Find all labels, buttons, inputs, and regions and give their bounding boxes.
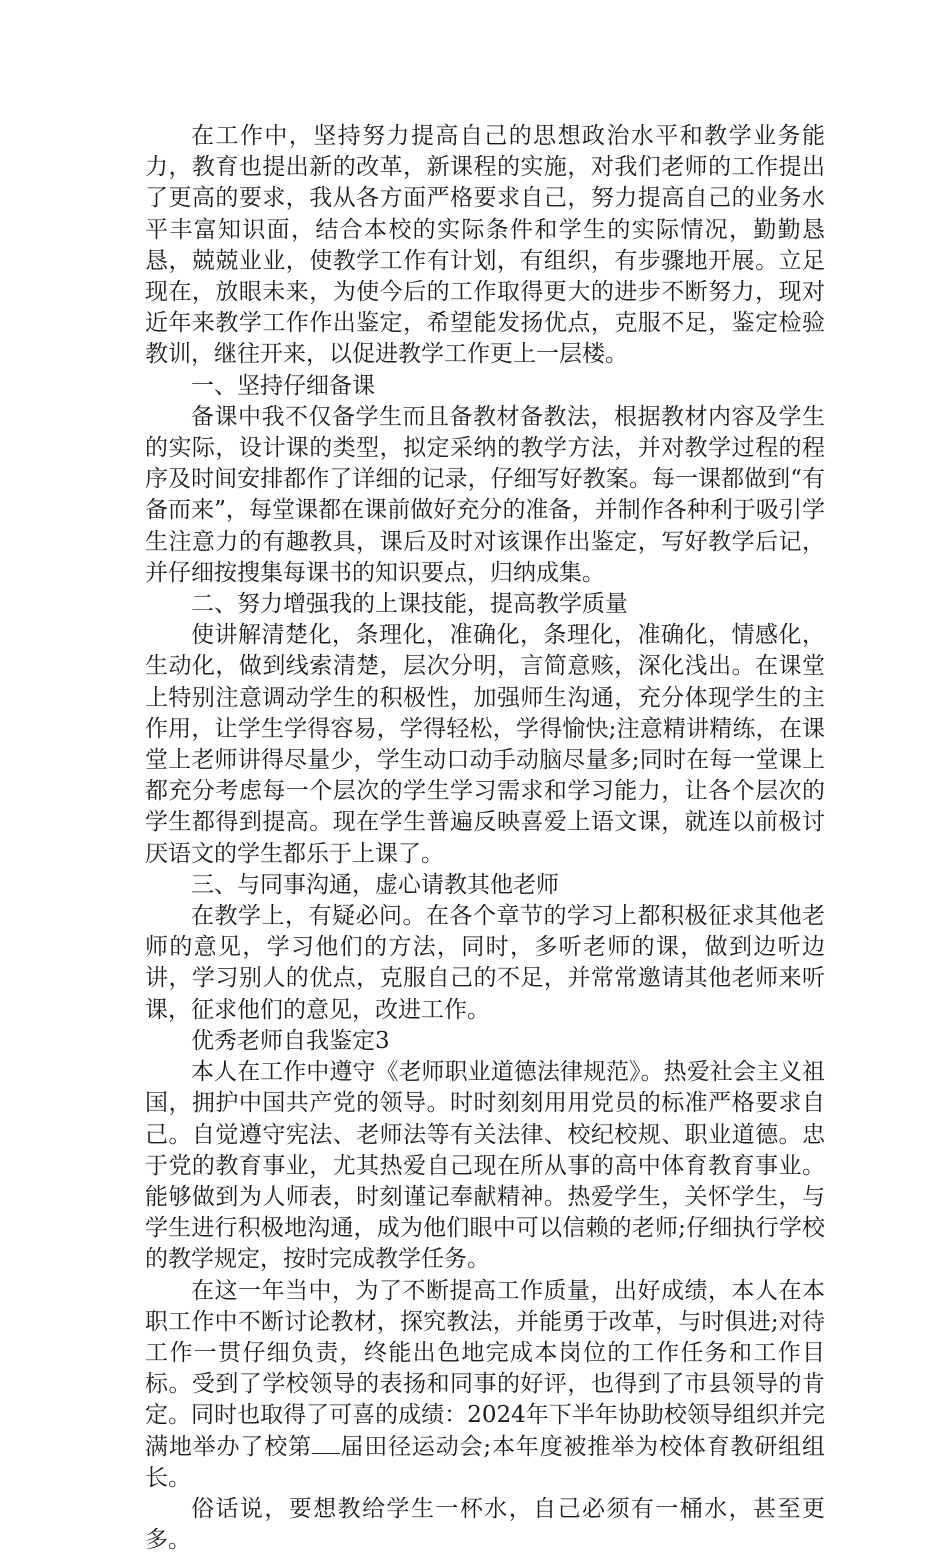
intro-paragraph: 在工作中，坚持努力提高自己的思想政治水平和教学业务能力，教育也提出新的改革，新课程的实施，对我们老师的工作提出了更高的要求，我从各方面严格要求自己，努力提高自己的业务水平丰富知识面，结合本校的实际条件和学生的实际情况，勤勤恳恳，兢兢业业，使教学工作有计划，有组织，有步骤地开展。立足现在，放眼未来，为使今后的工作取得更大的进步不断努力，现对近年来教学工作作出鉴定，希望能发扬优点，克服不足，鉴定检验教训，继往开来，以促进教学工作更上一层楼。 [145,123,825,368]
section-title: 优秀老师自我鉴定3 [191,1027,390,1054]
paragraph-achievements-part-a: 在这一年当中，为了不断提高工作质量，出好成绩，本人在本职工作中不断讨论教材，探究教法，并能勇于改革，与时俱进;对待工作一贯仔细负责，终能出色地完成本岗位的工作任务和工作目标。受到了学校领导的表扬和同事的好评，也得到了市县领导的肯定。同时也取得了可喜的成绩：2024年下半年协助校领导组织并完满地举办了校第 [145,1277,825,1460]
paragraph-colleagues: 在教学上，有疑必问。在各个章节的学习上都积极征求其他老师的意见，学习他们的方法，同时，多听老师的课，做到边听边讲，学习别人的优点，克服自己的不足，并常常邀请其他老师来听课，征求他们的意见，改进工作。 [145,903,825,1023]
section-heading-1: 一、坚持仔细备课 [191,372,375,399]
paragraph-achievements-part-b: 届田径运动会;本年度被推举为校体育教研组组长。 [145,1433,826,1491]
document-page [145,121,825,1556]
blank-fill-line [312,1432,340,1454]
paragraph-achievements [145,1276,825,1494]
paragraph-preparation: 备课中我不仅备学生而且备教材备教法，根据教材内容及学生的实际，设计课的类型，拟定采纳的教学方法，并对教学过程的程序及时间安排都作了详细的记录，仔细写好教案。每一课都做到“有备而来”，每堂课都在课前做好充分的准备，并制作各种利于吸引学生注意力的有趣教具，课后及时对该课作出鉴定，写好教学后记，并仔细按搜集每课书的知识要点，归纳成集。 [145,403,825,586]
paragraph-teaching-skills: 使讲解清楚化，条理化，准确化，条理化，准确化，情感化，生动化，做到线索清楚，层次分明，言简意赅，深化浅出。在课堂上特别注意调动学生的积极性，加强师生沟通，充分体现学生的主作用，让学生学得容易，学得轻松，学得愉快;注意精讲精练，在课堂上老师讲得尽量少，学生动口动手动脑尽量多;同时在每一堂课上都充分考虑每一个层次的学生学习需求和学习能力，让各个层次的学生都得到提高。现在学生普遍反映喜爱上语文课，就连以前极讨厌语文的学生都乐于上课了。 [145,622,825,867]
paragraph-proverb: 俗话说，要想教给学生一杯水，自己必须有一桶水，甚至更多。 [145,1495,825,1554]
section-heading-3: 三、与同事沟通，虚心请教其他老师 [191,871,559,898]
paragraph-conduct: 本人在工作中遵守《老师职业道德法律规范》。热爱社会主义祖国，拥护中国共产党的领导。时时刻刻用用党员的标准严格要求自己。自觉遵守宪法、老师法等有关法律、校纪校规、职业道德。忠于党的教育事业，尤其热爱自己现在所从事的高中体育教育事业。能够做到为人师表，时刻谨记奉献精神。热爱学生，关怀学生，与学生进行积极地沟通，成为他们眼中可以信赖的老师;仔细执行学校的教学规定，按时完成教学任务。 [145,1059,825,1273]
section-heading-2: 二、努力增强我的上课技能，提高教学质量 [191,591,628,618]
